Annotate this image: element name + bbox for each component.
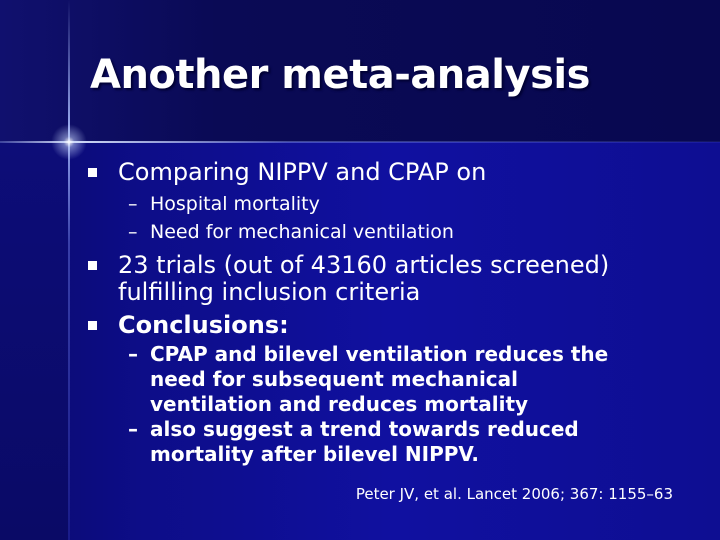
bullet-square-icon bbox=[88, 261, 97, 270]
bullet-trials-line-2: fulfilling inclusion criteria bbox=[118, 278, 421, 306]
conclusion-trend-line-1: also suggest a trend towards reduced bbox=[150, 417, 579, 441]
dash-glyph: – bbox=[128, 221, 138, 243]
horizontal-accent-line bbox=[0, 141, 720, 143]
dash-glyph: – bbox=[128, 193, 138, 215]
sub-bullet-mechanical-ventilation bbox=[128, 218, 454, 246]
conclusion-trend bbox=[128, 417, 579, 467]
bullet-conclusions: Conclusions: bbox=[118, 311, 289, 339]
sub-bullet-hospital-mortality bbox=[128, 190, 320, 218]
sub-bullet-text: Need for mechanical ventilation bbox=[150, 221, 454, 243]
conclusion-trend-line-2: mortality after bilevel NIPPV. bbox=[150, 442, 479, 466]
bullet-square-icon bbox=[88, 168, 97, 177]
sparkle-icon bbox=[48, 121, 90, 163]
conclusion-cpap-line-3: ventilation and reduces mortality bbox=[150, 392, 529, 416]
dash-glyph: – bbox=[128, 417, 138, 441]
conclusion-cpap bbox=[128, 342, 608, 417]
slide-title: Another meta-analysis bbox=[90, 52, 590, 98]
bullet-trials-line-1: 23 trials (out of 43160 articles screened) bbox=[118, 251, 610, 279]
bullet-square-icon bbox=[88, 321, 97, 330]
citation: Peter JV, et al. Lancet 2006; 367: 1155–63 bbox=[355, 485, 673, 503]
vertical-accent-line bbox=[68, 0, 70, 540]
left-band bbox=[0, 142, 68, 540]
dash-glyph: – bbox=[128, 342, 138, 366]
bullet-comparing: Comparing NIPPV and CPAP on bbox=[118, 158, 487, 186]
sub-bullet-text: Hospital mortality bbox=[150, 193, 320, 215]
conclusion-cpap-line-1: CPAP and bilevel ventilation reduces the bbox=[150, 342, 609, 366]
conclusion-cpap-line-2: need for subsequent mechanical bbox=[150, 367, 519, 391]
